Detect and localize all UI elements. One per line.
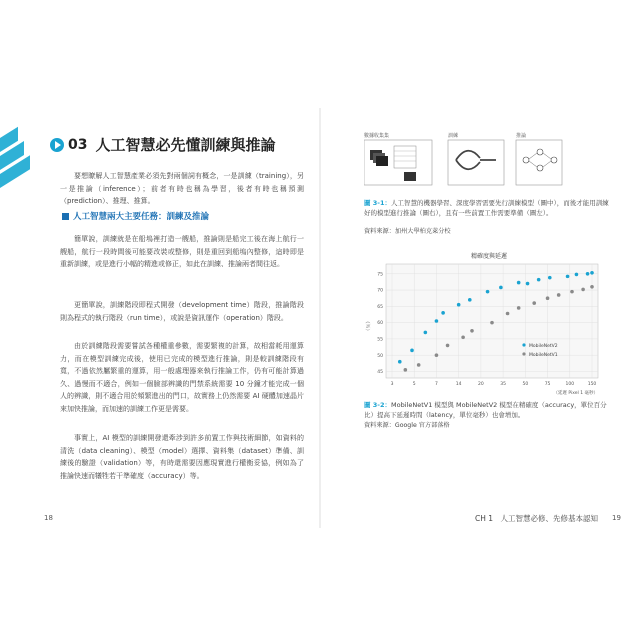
point-mobilenetv1 [404, 368, 408, 372]
chart-title: 精確度與延遲 [470, 253, 508, 260]
x-tick-label: 20 [478, 382, 484, 387]
square-bullet-icon [62, 213, 69, 220]
image-stack-icon [376, 156, 388, 166]
figure-2-label: 圖 3-2： [364, 401, 392, 409]
x-tick-label: 75 [544, 382, 551, 387]
point-mobilenetv2 [457, 303, 461, 307]
point-mobilenetv1 [446, 344, 450, 348]
section-number: 03 [68, 136, 88, 153]
point-mobilenetv2 [586, 272, 590, 276]
point-mobilenetv2 [486, 290, 490, 294]
page-number-right: 19 [612, 514, 621, 522]
diagram-label-stage2: 訓練 [448, 133, 459, 139]
section-heading [50, 134, 276, 155]
point-mobilenetv1 [570, 290, 574, 294]
point-mobilenetv2 [499, 286, 503, 290]
point-mobilenetv2 [526, 282, 530, 286]
legend-v1-label: MobileNetV1 [529, 353, 558, 358]
page-number-left: 18 [44, 514, 53, 522]
node-icon [551, 157, 557, 163]
point-mobilenetv1 [490, 321, 494, 325]
x-tick-label: 100 [565, 382, 575, 387]
y-tick-label: 60 [377, 321, 383, 327]
point-mobilenetv1 [417, 363, 421, 367]
paragraph-4: 事實上，AI 模型的訓練開發還牽涉到許多前置工作與技術細節，如資料的清洗（data cleaning）、模型（model）選擇、資料集（dataset）準備、訓練後的驗證（validation）等，有時還需要因應現實進行權衡妥協，例如為了推論快速而犧牲若干準確度（accuracy）等。 [60, 434, 304, 480]
x-tick-label: 5 [412, 382, 416, 387]
point-mobilenetv2 [398, 360, 402, 364]
point-mobilenetv1 [461, 335, 465, 339]
image-stack-icon [404, 172, 416, 181]
y-tick-label: 75 [377, 272, 383, 278]
point-mobilenetv1 [506, 312, 510, 316]
point-mobilenetv2 [590, 271, 594, 275]
figure-2-text: MobileNetV1 模型與 MobileNetV2 模型在精確度（accuracy，單位百分比）提高下延遲時間（latency，單位毫秒）也會增加。 [364, 401, 607, 419]
y-tick-label: 65 [377, 304, 383, 310]
point-mobilenetv1 [581, 288, 585, 292]
point-mobilenetv2 [468, 298, 472, 302]
figure-1-source: 資料來源：加州大學柏克萊分校 [364, 228, 451, 235]
stage2-box [448, 140, 504, 185]
subheading-text: 人工智慧兩大主要任務：訓練及推論 [73, 212, 210, 222]
paragraph-2: 更簡單說，訓練階段即程式開發（development time）階段，推論階段則為程式的執行階段（run time），或說是資訊運作（operation）階段。 [60, 301, 304, 322]
page-fold [319, 108, 321, 528]
point-mobilenetv2 [435, 319, 439, 323]
point-mobilenetv1 [546, 296, 550, 300]
diagram-label-stage3: 推論 [516, 133, 527, 139]
figure-2-source: 資料來源：Google 官方部落格 [364, 422, 450, 429]
x-tick-label: 35 [500, 382, 506, 387]
point-mobilenetv2 [517, 281, 521, 285]
point-mobilenetv1 [557, 293, 561, 297]
point-mobilenetv2 [575, 273, 579, 277]
point-mobilenetv1 [470, 329, 474, 333]
training-inference-diagram [364, 130, 564, 190]
y-tick-label: 70 [377, 288, 383, 294]
figure-1-caption [364, 198, 614, 218]
accuracy-latency-chart [364, 248, 614, 398]
paragraph-1: 簡單說，訓練就是在船塢裡打造一艘船，推論則是船完工後在海上航行一艘船，航行一段時間後可能要改裝或整修，則是重回到船塢內整修，這時即是重新訓練，或是進行小幅的精進或修正，如此在訓練、推論兩者間往返。 [60, 235, 304, 268]
point-mobilenetv2 [537, 278, 541, 282]
subheading [62, 210, 209, 222]
play-icon [50, 138, 64, 152]
point-mobilenetv1 [532, 301, 536, 305]
point-mobilenetv2 [424, 331, 428, 335]
legend-v2-marker [522, 343, 525, 346]
y-tick-label: 55 [377, 337, 383, 343]
x-axis-label: （延遲 Pixel 1 毫秒） [553, 391, 598, 396]
point-mobilenetv2 [566, 275, 570, 279]
paragraph-3: 由於訓練階段需要嘗試各種權重參數，需要繁複的計算，故相當耗用運算力，而在模型訓練完成後，使用已完成的模型進行推論，則是較訓練階段有寬，不過依然屬繁重的運算，用一般處理器來執行推論工作，仍有可能計算過久、過慢而不適合，例如一個臉部辨識的門禁系統需要 10 分鐘才能完成一個人的辨識，則不適合用於頻繁進出的門口，故實務上仍然需要 AI 硬體加速晶片來加快推論，而加速的訓練工作更是需要。 [60, 342, 304, 413]
chapter-title: CH 1 人工智慧必修、先修基本認知 [475, 514, 599, 523]
y-axis-label: （％） [366, 318, 372, 334]
x-tick-label: 150 [587, 382, 597, 387]
section-title: 人工智慧必先懂訓練與推論 [95, 136, 276, 154]
node-icon [523, 157, 529, 163]
figure-1-label: 圖 3-1： [364, 199, 392, 207]
legend-v2-label: MobileNetV2 [529, 344, 558, 349]
node-icon [537, 149, 543, 155]
x-tick-label: 50 [522, 382, 529, 387]
y-tick-label: 50 [377, 353, 383, 359]
x-tick-label: 7 [435, 382, 438, 387]
figure-2-caption [364, 400, 614, 420]
x-tick-label: 14 [455, 382, 462, 387]
x-tick-label: 3 [390, 382, 394, 387]
figure-1-text: 人工智慧的機器學習、深度學習需要先行訓練模型（圖中），而後才能用訓練好的模型進行推論（圖右），且有一些前置工作需要準備（圖左）。 [364, 199, 609, 217]
point-mobilenetv1 [435, 353, 439, 357]
node-icon [537, 165, 543, 171]
diagram-label-stage1: 數據收集集 [364, 133, 390, 139]
network-icon [456, 151, 496, 170]
point-mobilenetv2 [548, 276, 552, 280]
point-mobilenetv1 [590, 285, 594, 289]
legend-v1-marker [522, 352, 525, 355]
point-mobilenetv2 [410, 349, 414, 353]
point-mobilenetv2 [441, 311, 445, 315]
y-tick-label: 45 [377, 370, 383, 376]
label-table [394, 146, 416, 168]
point-mobilenetv1 [517, 306, 521, 310]
intro-paragraph: 要想瞭解人工智慧產業必須先對兩個詞有概念，一是訓練（training），另一是推論（inference）；前者有時也稱為學習，後者有時也稱預測（prediction）、推理、推算。 [60, 172, 304, 205]
